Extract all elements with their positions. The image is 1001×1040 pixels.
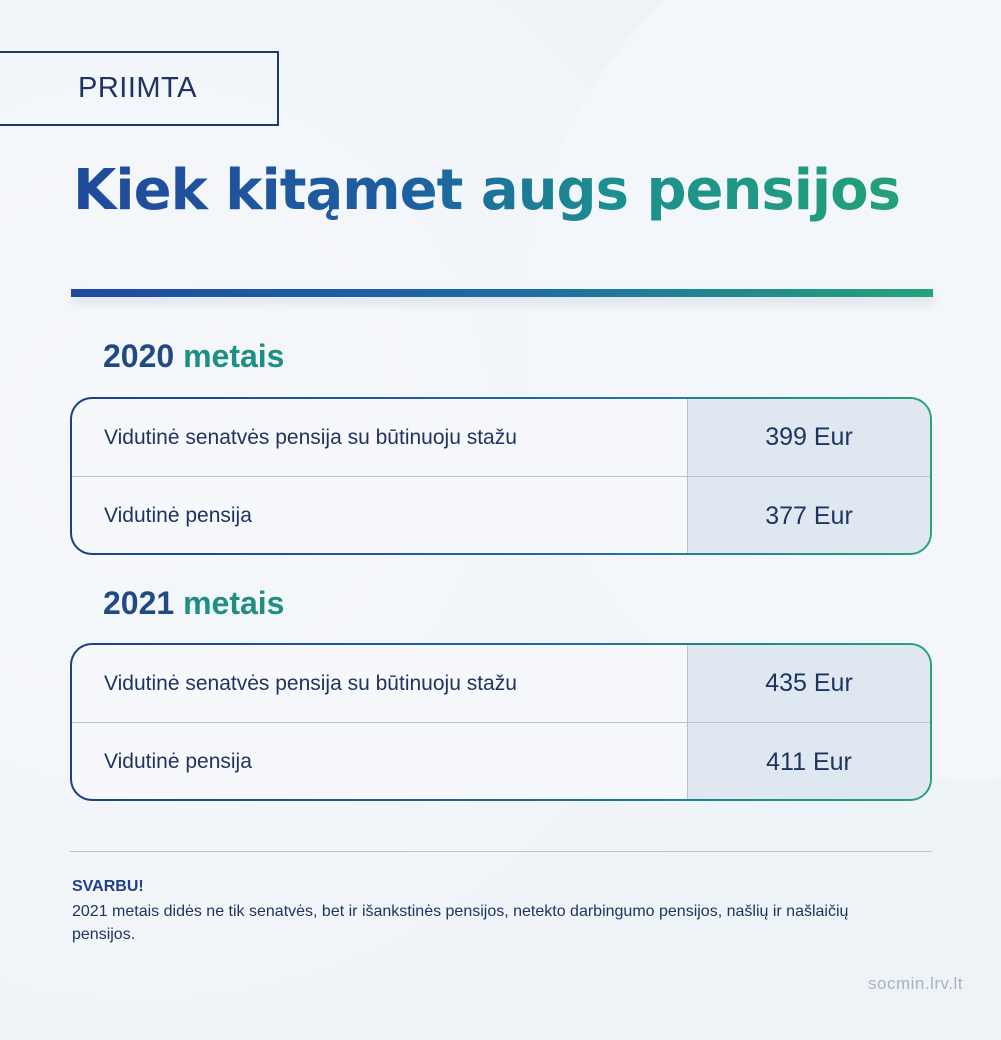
- note-title: SVARBU!: [72, 878, 144, 895]
- status-badge-label: PRIIMTA: [78, 72, 197, 104]
- section-year: 2021: [103, 585, 175, 621]
- section-title-2021: [103, 585, 284, 622]
- title-underline: [71, 289, 933, 297]
- row-value: 377 Eur: [688, 477, 930, 555]
- row-label: Vidutinė pensija: [72, 723, 688, 801]
- section-year-word: metais: [183, 338, 285, 374]
- pension-table-2021: [70, 643, 932, 801]
- table-row: [72, 645, 930, 723]
- row-label: Vidutinė senatvės pensija su būtinuoju stažu: [72, 399, 688, 476]
- section-title-2020: [103, 338, 284, 375]
- note-text: 2021 metais didės ne tik senatvės, bet ir išankstinės pensijos, netekto darbingumo pensijos, našlių ir našlaičių pensijos.: [72, 903, 849, 943]
- page-title: Kiek kitąmet augs pensijos: [73, 158, 900, 223]
- row-value: 435 Eur: [688, 645, 930, 722]
- table-row: [72, 477, 930, 555]
- table-row: [72, 399, 930, 477]
- section-year: 2020: [103, 338, 175, 374]
- divider: [70, 851, 932, 852]
- row-value: 399 Eur: [688, 399, 930, 476]
- section-year-word: metais: [183, 585, 285, 621]
- table-row: [72, 723, 930, 801]
- row-value: 411 Eur: [688, 723, 930, 801]
- status-badge: [0, 51, 279, 126]
- row-label: Vidutinė senatvės pensija su būtinuoju stažu: [72, 645, 688, 722]
- source-url: socmin.lrv.lt: [868, 974, 963, 993]
- row-label: Vidutinė pensija: [72, 477, 688, 555]
- pension-table-2020: [70, 397, 932, 555]
